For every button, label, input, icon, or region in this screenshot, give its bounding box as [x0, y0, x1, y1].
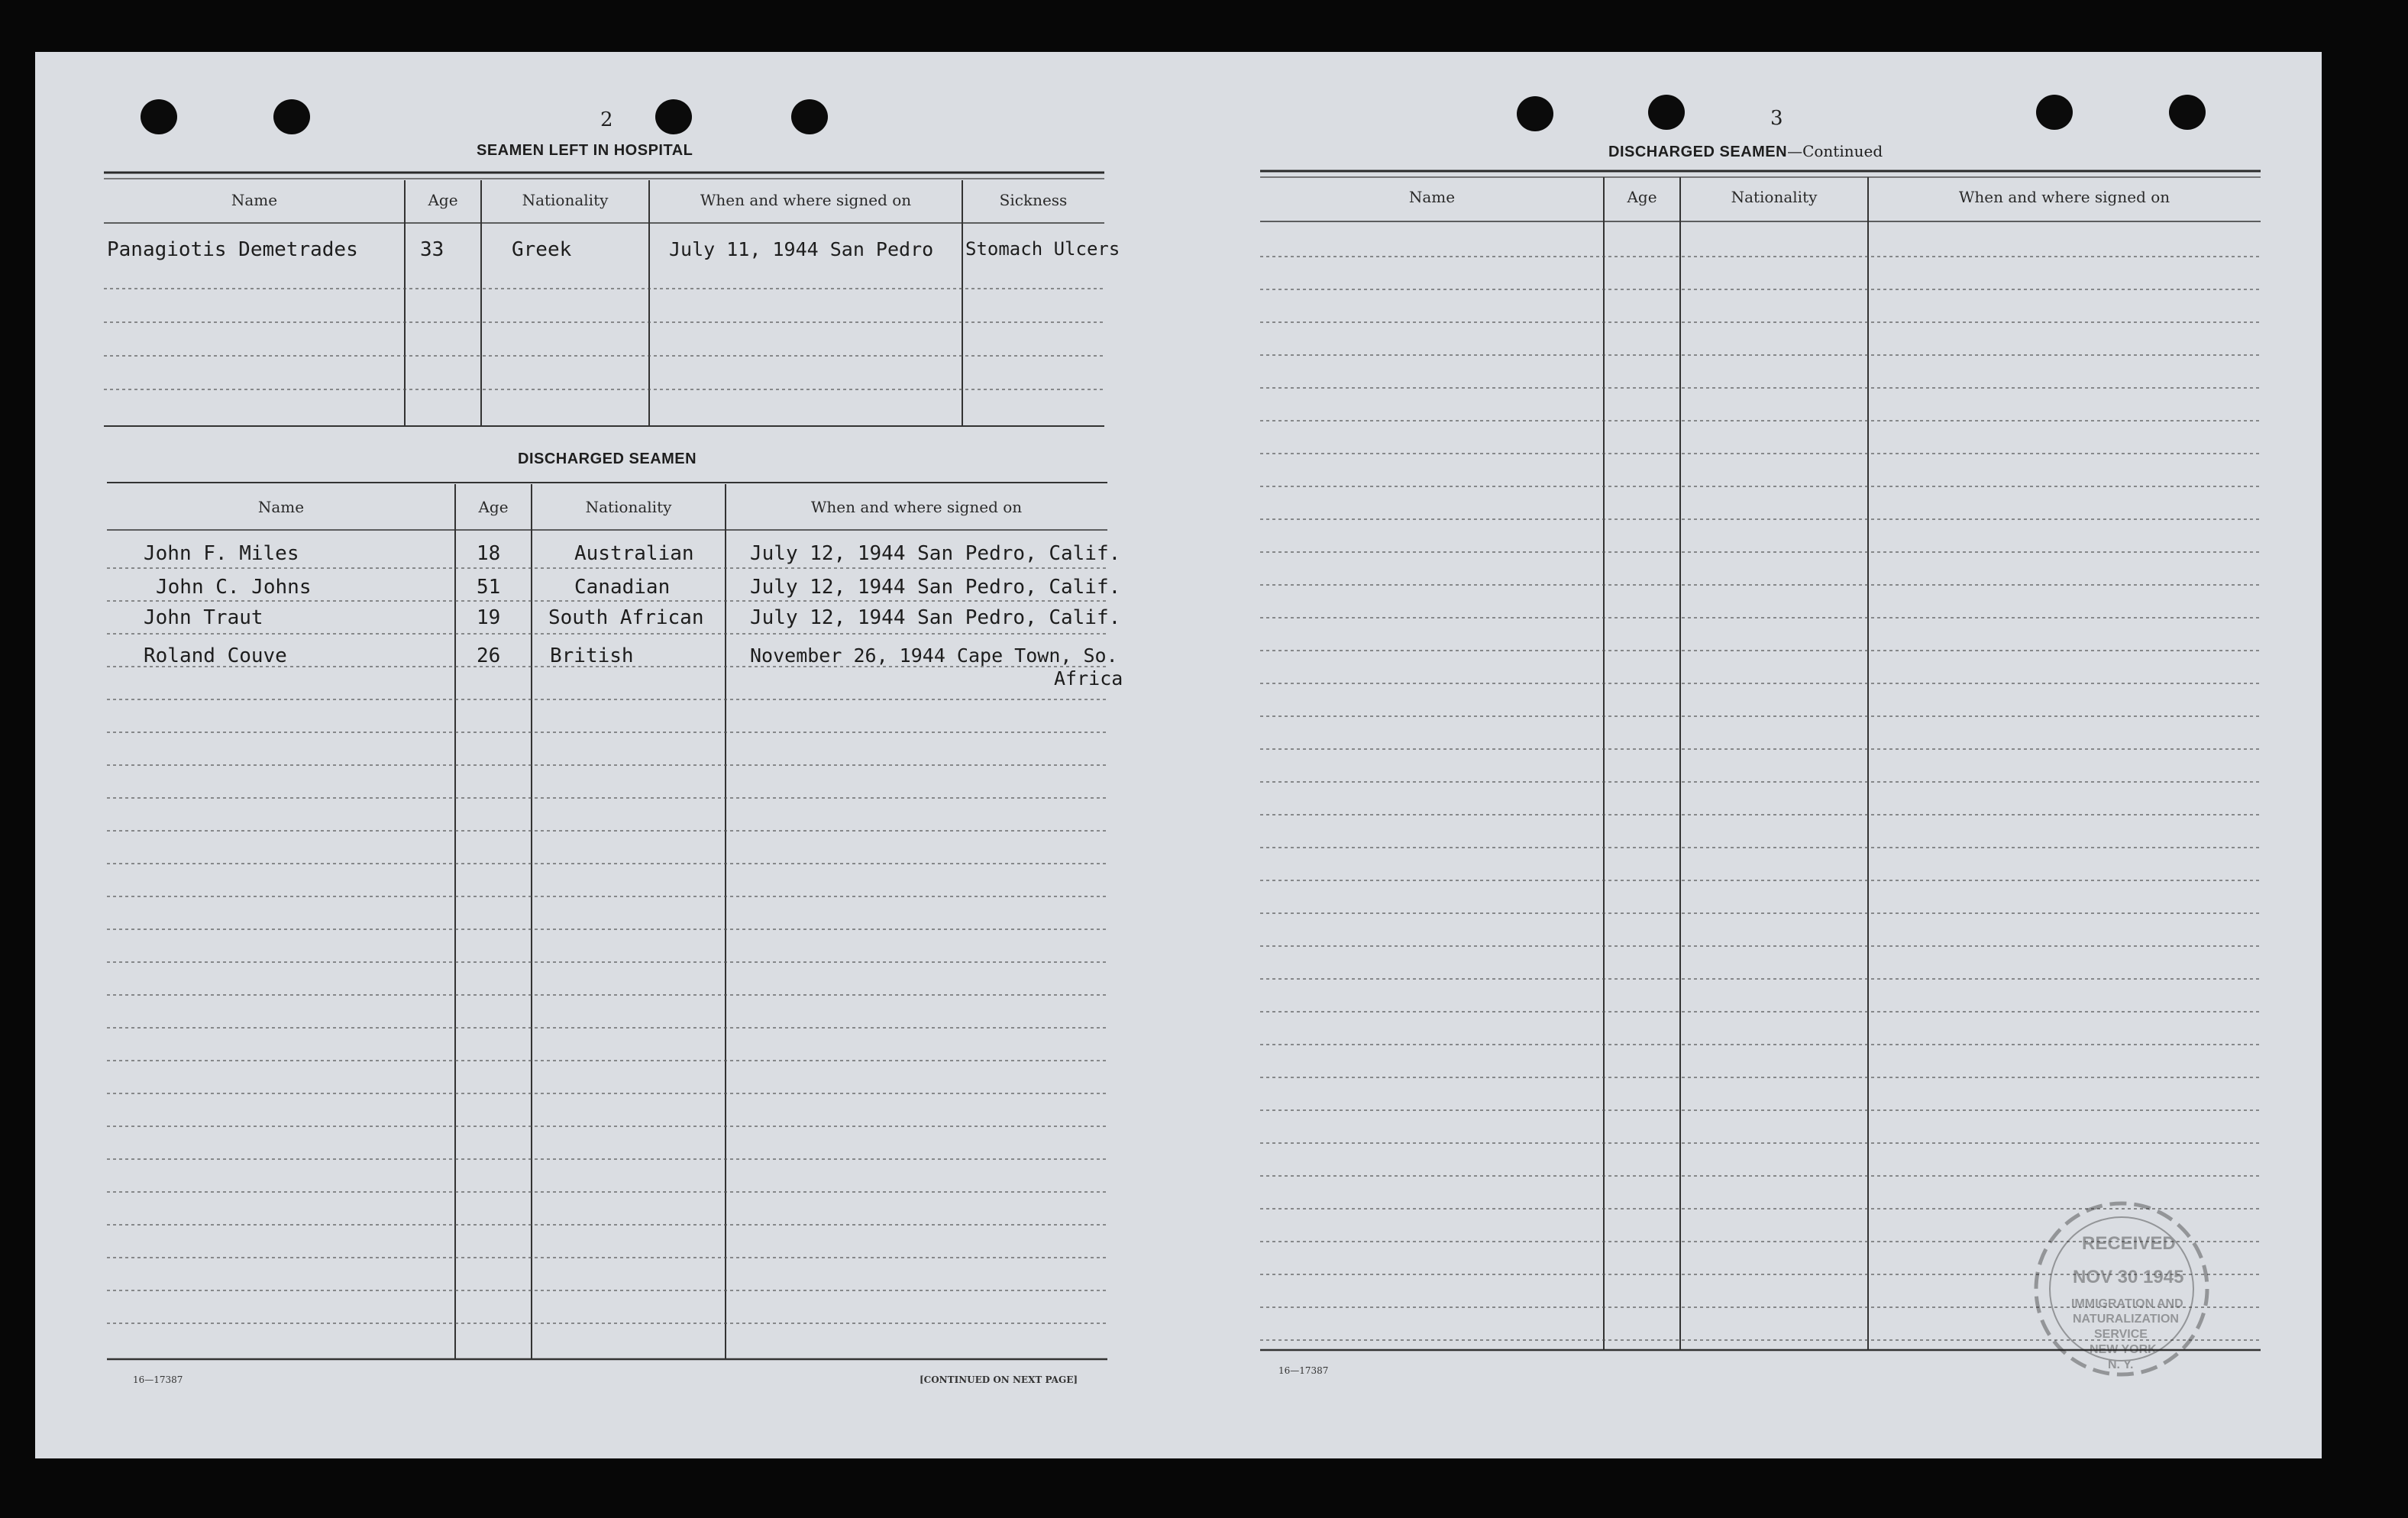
seaman-signed-on: July 12, 1944 San Pedro, Calif. — [750, 606, 1121, 629]
page-number: 2 — [600, 108, 613, 131]
seaman-sickness: Stomach Ulcers — [965, 238, 1120, 260]
svg-text:NOV 30 1945: NOV 30 1945 — [2073, 1267, 2184, 1287]
svg-text:N. Y.: N. Y. — [2108, 1358, 2134, 1371]
svg-text:SERVICE: SERVICE — [2094, 1328, 2148, 1341]
document-page — [35, 52, 2322, 1458]
seaman-name: Panagiotis Demetrades — [107, 238, 358, 261]
seaman-name: John F. Miles — [144, 542, 299, 565]
svg-text:NEW YORK: NEW YORK — [2090, 1343, 2157, 1356]
immigration-stamp — [2028, 1174, 2216, 1403]
seaman-nationality: Greek — [512, 238, 572, 261]
seaman-name: Roland Couve — [144, 644, 287, 667]
svg-text:RECEIVED: RECEIVED — [2082, 1233, 2176, 1254]
column-header-signed-on: When and where signed on — [1958, 188, 2170, 206]
column-header-name: Name — [231, 191, 278, 209]
seaman-age: 18 — [477, 542, 501, 565]
seaman-name: John C. Johns — [156, 576, 312, 599]
hospital-table-grid — [35, 52, 2322, 1458]
column-header-age: Age — [428, 191, 458, 209]
title-text: DISCHARGED SEAMEN — [1608, 144, 1788, 160]
seaman-signed-on-continued: Africa — [1054, 667, 1123, 690]
form-number: 16—17387 — [133, 1374, 183, 1385]
page-number: 3 — [1770, 107, 1783, 130]
seaman-signed-on: November 26, 1944 Cape Town, So. — [750, 644, 1118, 667]
seaman-nationality: South African — [548, 606, 704, 629]
seaman-signed-on: July 12, 1944 San Pedro, Calif. — [750, 576, 1121, 599]
column-header-sickness: Sickness — [999, 191, 1068, 209]
svg-text:NATURALIZATION: NATURALIZATION — [2073, 1313, 2179, 1326]
seaman-nationality: Canadian — [574, 576, 671, 599]
continued-note: [CONTINUED ON NEXT PAGE] — [920, 1374, 1078, 1385]
column-header-nationality: Nationality — [585, 498, 672, 516]
title-suffix: —Continued — [1787, 142, 1883, 160]
column-header-nationality: Nationality — [522, 191, 609, 209]
seaman-signed-on: July 11, 1944 San Pedro — [669, 238, 934, 260]
column-header-signed-on: When and where signed on — [810, 498, 1023, 516]
seaman-age: 26 — [477, 644, 501, 667]
discharged-continued-title — [1608, 142, 1883, 161]
column-header-name: Name — [1408, 188, 1456, 206]
seaman-signed-on: July 12, 1944 San Pedro, Calif. — [750, 542, 1121, 565]
column-header-name: Name — [257, 498, 305, 516]
svg-text:IMMIGRATION AND: IMMIGRATION AND — [2071, 1297, 2183, 1310]
seaman-nationality: British — [550, 644, 634, 667]
hospital-section-title: SEAMEN LEFT IN HOSPITAL — [477, 142, 693, 159]
seaman-nationality: Australian — [574, 542, 694, 565]
column-header-age: Age — [1627, 188, 1657, 206]
column-header-age: Age — [478, 498, 509, 516]
form-number: 16—17387 — [1278, 1365, 1329, 1376]
seaman-name: John Traut — [144, 606, 263, 629]
column-header-nationality: Nationality — [1731, 188, 1818, 206]
seaman-age: 33 — [420, 238, 444, 261]
seaman-age: 51 — [477, 576, 501, 599]
column-header-signed-on: When and where signed on — [700, 191, 912, 209]
seaman-age: 19 — [477, 606, 501, 629]
discharged-section-title: DISCHARGED SEAMEN — [518, 451, 697, 467]
